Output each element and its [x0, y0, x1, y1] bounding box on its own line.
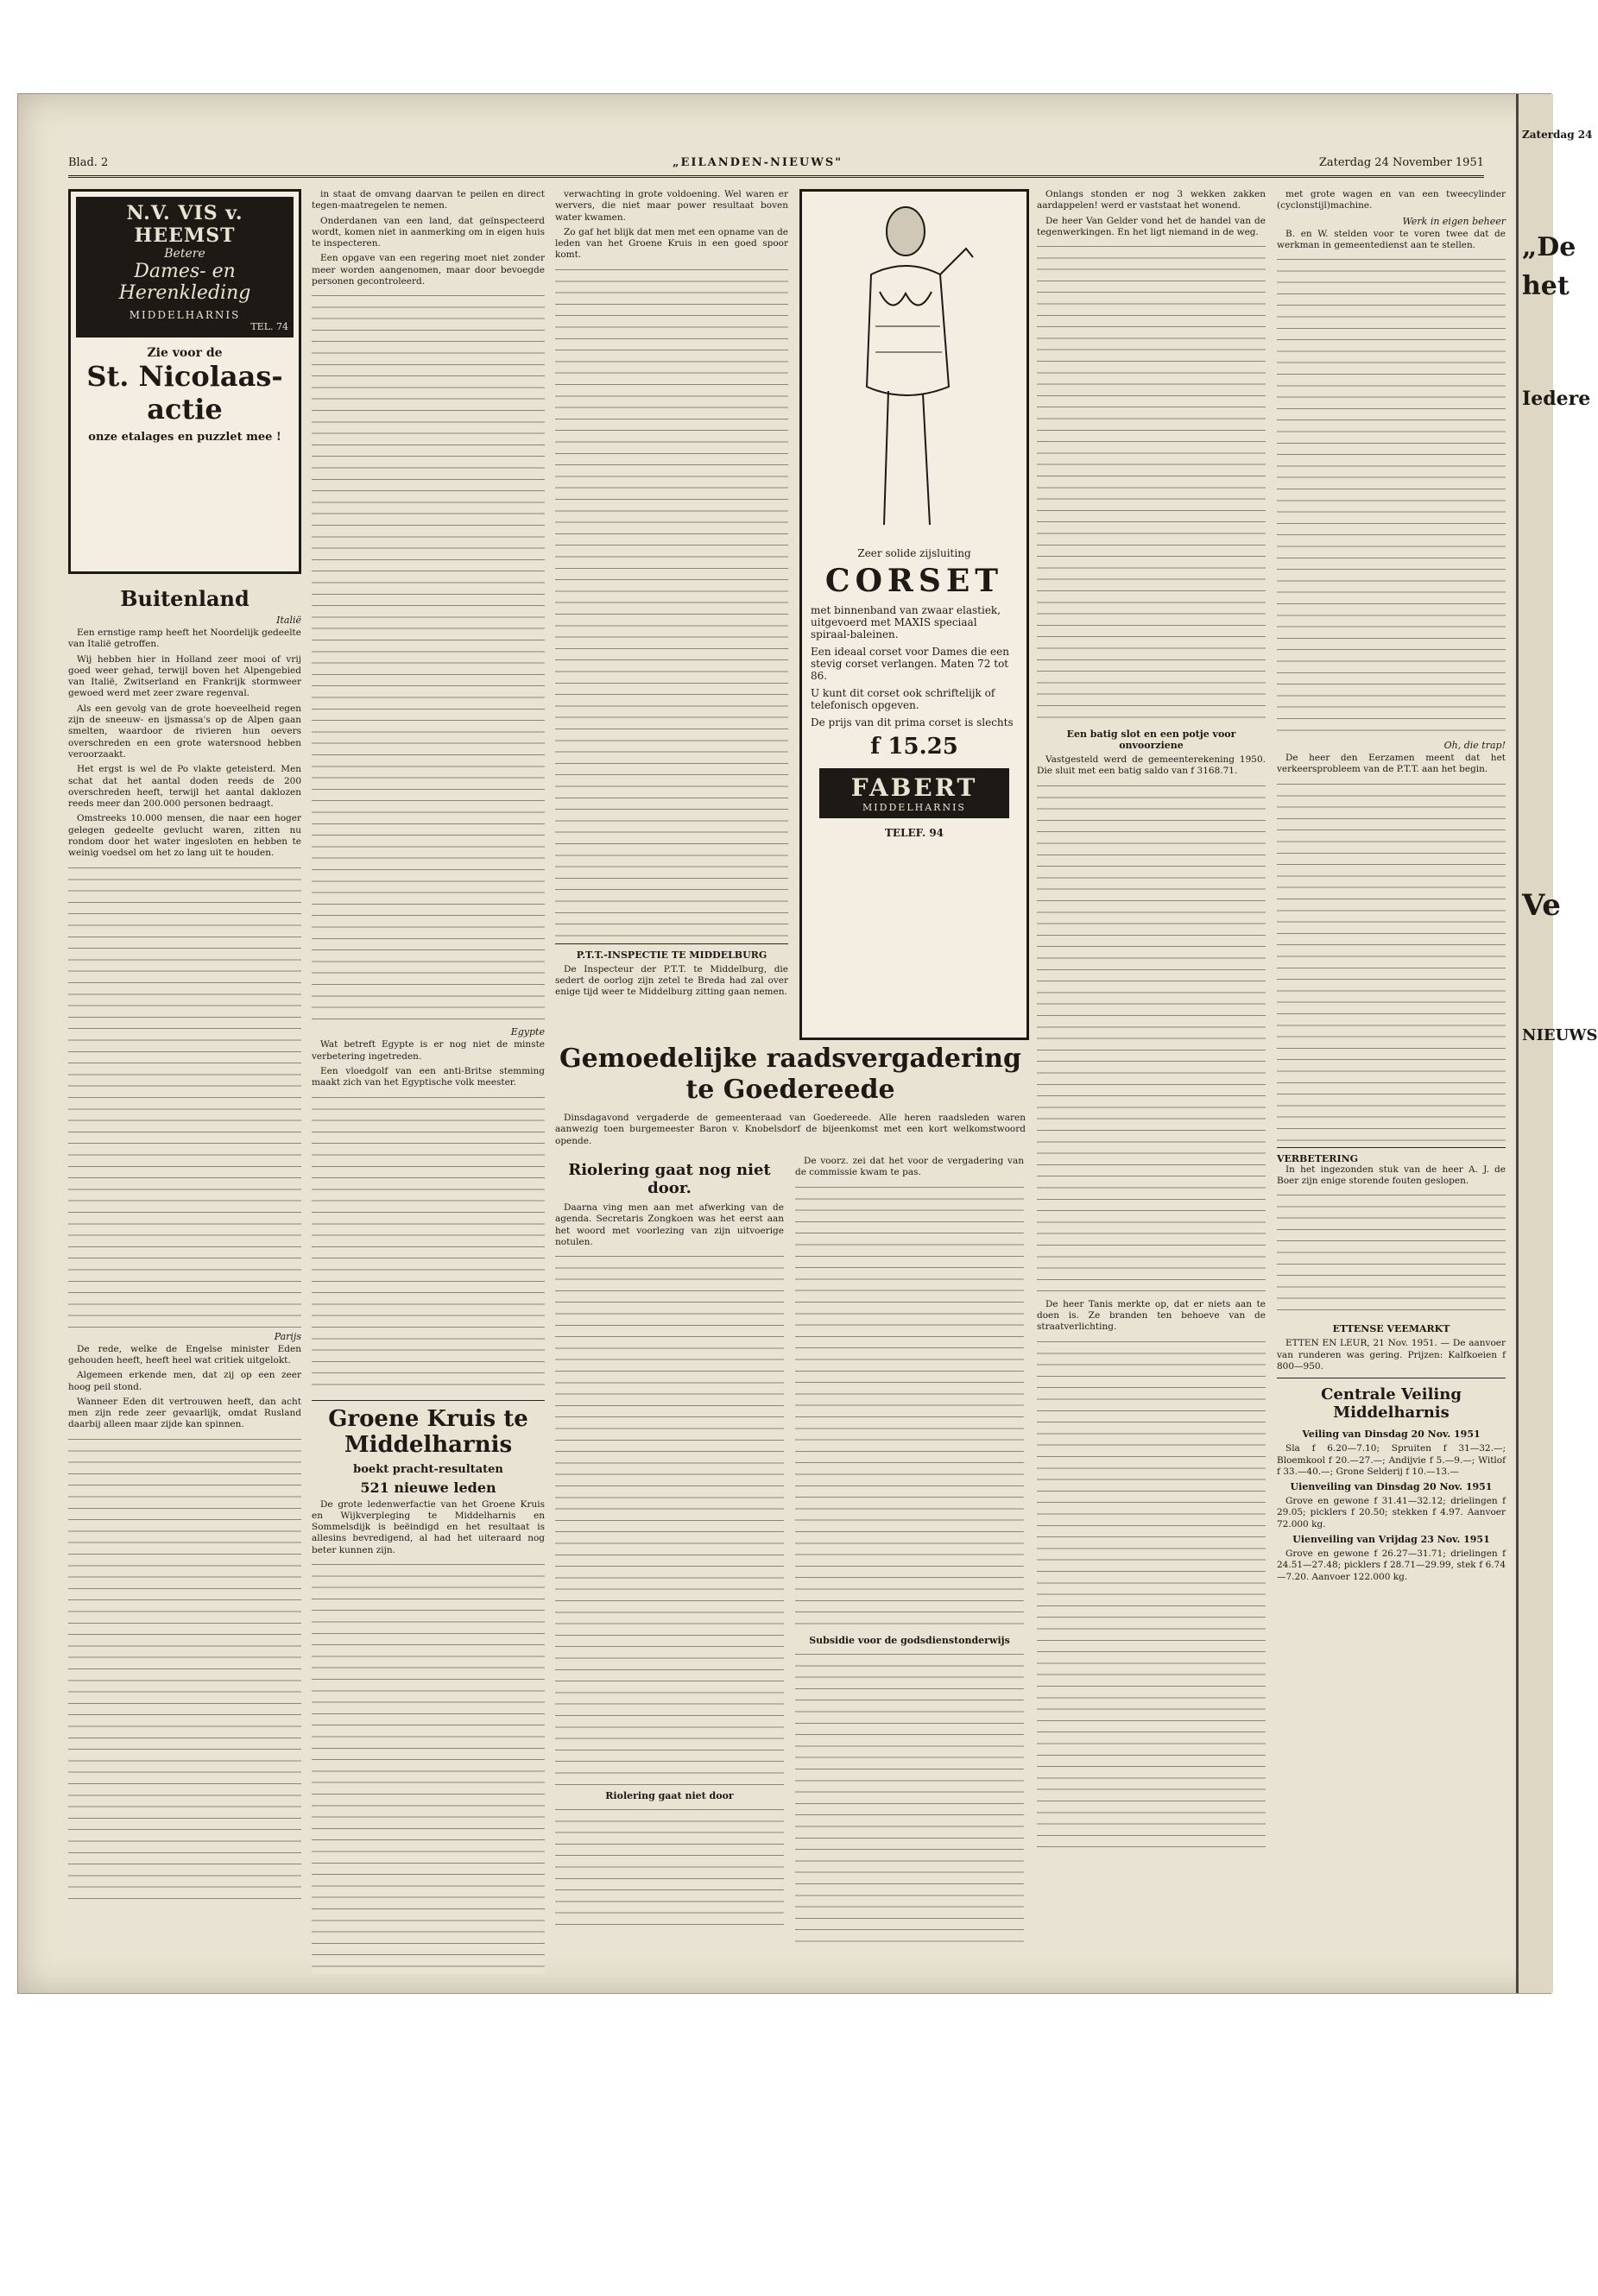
article-paragraph: ETTEN EN LEUR, 21 Nov. 1951. — De aanvoer van runderen was gering. Prijzen: Kalfkoeien f 800—950. [1277, 1338, 1506, 1372]
divider [555, 943, 788, 944]
subhead-ettense-veemarkt: ETTENSE VEEMARKT [1332, 1323, 1450, 1335]
raad-column-b [795, 1156, 1024, 1967]
adjacent-page-headline-2: het [1522, 271, 1570, 301]
text-block [555, 265, 788, 938]
ad-fabert-price-label: De prijs van dit prima corset is slechts [811, 716, 1014, 729]
subhead-italie: Italië [276, 615, 301, 626]
ad-line-2: Dames- en [134, 261, 236, 282]
text-block [555, 1805, 784, 1926]
ad-line-3: Herenkleding [118, 282, 251, 304]
subhead-werk-eigen-beheer: Werk in eigen beheer [1402, 215, 1506, 227]
subhead-verbetering: VERBETERING [1277, 1152, 1359, 1164]
ad-action-1: St. Nicolaas- [86, 360, 283, 393]
ad-tel: TEL. 74 [250, 321, 288, 332]
adjacent-page-text: Iedere [1522, 388, 1591, 410]
article-paragraph: In het ingezonden stuk van de heer A. J. de Boer zijn enige storende fouten geslopen. [1277, 1164, 1506, 1187]
article-paragraph: met grote wagen en van een tweecylinder (cyclonstijl)machine. [1277, 189, 1506, 211]
column-3 [555, 189, 788, 1052]
adjacent-page-headline: „De [1522, 232, 1576, 262]
divider [312, 1400, 545, 1401]
article-paragraph: Zo gaf het blijk dat men met een opname van de leden van het Groene Kruis in een goed spoor komt. [555, 226, 788, 261]
headline-groene-count: 521 nieuwe leden [360, 1479, 496, 1496]
veiling-prices-3: Grove en gewone f 26.27—31.71; drielingen f 24.51—27.48; picklers f 28.71—29.99, stek f 6.74—7.20. Aanvoer 122.000 kg. [1277, 1549, 1506, 1582]
article-paragraph: De heer Tanis merkte op, dat er niets aan te doen is. Ze branden ten behoeve van de straatverlichting. [1037, 1298, 1266, 1333]
raad-subhead-2: Riolering gaat niet door [605, 1790, 734, 1802]
ad-fabert-brand: FABERT [850, 773, 978, 802]
article-paragraph: Het ergst is wel de Po vlakte geteisterd. Men schat dat het aantal doden reeds de 200 overschreden heeft, terwijl het aantal daklozen reeds meer dan 200.000 personen bedraagt. [68, 764, 301, 810]
text-block [555, 1252, 784, 1787]
veiling-head-3: Uienveiling van Vrijdag 23 Nov. 1951 [1292, 1534, 1490, 1546]
subhead-egypte: Egypte [510, 1026, 545, 1038]
raad-subhead-1: Riolering gaat nog niet door. [568, 1161, 771, 1197]
article-paragraph: verwachting in grote voldoening. Wel waren er wervers, die niet maar power resultaat boven water kwamen. [555, 189, 788, 223]
column-2 [312, 189, 545, 1967]
headline-groene-kruis: Groene Kruis te Middelharnis [328, 1405, 528, 1458]
text-block [1277, 255, 1506, 738]
article-paragraph: Een ernstige ramp heeft het Noordelijk gedeelte van Italië getroffen. [68, 628, 301, 650]
text-block [1037, 1337, 1266, 1855]
text-block [68, 863, 301, 1329]
divider [1277, 1147, 1506, 1148]
ad-line-1: Betere [164, 247, 205, 261]
raad-headline-2: te Goedereede [685, 1075, 895, 1105]
ad-pre: Zie voor de [147, 346, 223, 360]
article-paragraph: Als een gevolg van de grote hoeveelheid regen zijn de sneeuw- en ijsmassa's op de Alpen gaan smelten, waardoor de rivieren hun oevers overschreden en een grote watersnood hebben veroorzaakt. [68, 703, 301, 760]
raad-headline-1: Gemoedelijke raadsvergadering [559, 1044, 1021, 1074]
headline-groene-sub: boekt pracht-resultaten [353, 1462, 503, 1476]
ad-fabert-line1: Zeer solide zijsluiting [857, 547, 971, 559]
column-1 [68, 189, 301, 1967]
adjacent-page-banner: NIEUWS [1522, 1026, 1598, 1044]
text-block [68, 1435, 301, 1901]
article-paragraph: De rede, welke de Engelse minister Eden gehouden heeft, heeft heel wat critiek uitgelokt. [68, 1343, 301, 1366]
ad-fabert-product: CORSET [824, 563, 1004, 599]
ad-town: MIDDELHARNIS [129, 309, 241, 321]
text-block [795, 1649, 1024, 1943]
article-paragraph: Algemeen erkende men, dat zij op een zeer hoog peil stond. [68, 1370, 301, 1392]
subhead-oh-die-trap: Oh, die trap! [1443, 740, 1506, 752]
text-block [1037, 781, 1266, 1299]
issue-date: Zaterdag 24 November 1951 [1318, 156, 1484, 169]
raad-subhead-3: Subsidie voor de godsdienstonderwijs [809, 1634, 1010, 1646]
adjacent-page-ad: Ve [1522, 888, 1561, 923]
article-paragraph: De voorz. zei dat het voor de vergadering van de commissie kwam te pas. [795, 1156, 1024, 1178]
visheemst-logo [76, 197, 294, 337]
article-paragraph: Wat betreft Egypte is er nog niet de minste verbetering ingetreden. [312, 1039, 545, 1062]
corset-illustration [837, 197, 992, 542]
ad-fabert-town: MIDDELHARNIS [862, 802, 966, 813]
ad-brand: N.V. VIS v. HEEMST [126, 202, 243, 247]
text-block [795, 1183, 1024, 1631]
raad-article [555, 1044, 1026, 1151]
article-paragraph: De heer den Eerzamen meent dat het verkeersprobleem van de P.T.T. aan het begin. [1277, 753, 1506, 775]
article-paragraph: Omstreeks 10.000 mensen, die naar een hoger gelegen gedeelte gevlucht waren, zitten nu rondom door het water ingesloten en hebben te weinig voedsel om het zo lang uit te houden. [68, 813, 301, 859]
newspaper-page [17, 93, 1598, 1994]
article-paragraph: De heer Van Gelder vond het de handel van de tegenwerkingen. En het ligt niemand in de weg. [1037, 215, 1266, 237]
text-block [312, 1560, 545, 1974]
raad-intro: Dinsdagavond vergaderde de gemeenteraad van Goedereede. Alle heren raadsleden waren aanwezig toen burgemeester Baron v. Knobelsdorf de bijeenkomst met een kort welkomstwoord opende. [555, 1113, 1026, 1146]
text-block [312, 291, 545, 1025]
raad-column-a [555, 1156, 784, 1967]
text-block [1277, 1190, 1506, 1320]
column-7 [1277, 189, 1506, 1967]
article-paragraph: B. en W. stelden voor te voren twee dat de werkman in gemeentedienst aan te stellen. [1277, 228, 1506, 250]
article-paragraph: Onderdanen van een land, dat geïnspecteerd wordt, komen niet in aanmerking om in eigen huis te inspecteren. [312, 215, 545, 249]
article-paragraph: De grote ledenwerfactie van het Groene Kruis en Wijkverpleging te Middelharnis en Sommelsdijk is beëindigd en het resultaat is allesins bevredigend, al had het uiteraard nog beter kunnen zijn. [312, 1498, 545, 1555]
ad-fabert-desc1: met binnenband van zwaar elastiek, uitgevoerd met MAXIS speciaal spiraal-baleinen. [811, 604, 1001, 640]
ad-fabert-desc2: Een ideaal corset voor Dames die een stevig corset verlangen. Maten 72 tot 86. [811, 646, 1009, 682]
adjacent-page-edge [1516, 94, 1598, 1993]
ad-fabert-desc3: U kunt dit corset ook schriftelijk of telefonisch opgeven. [811, 687, 995, 711]
adjacent-page-date: Zaterdag 24 [1522, 129, 1593, 141]
veiling-prices-2: Grove en gewone f 31.41—32.12; drielingen f 29.05; picklers f 20.50; stekken f 4.97. Aanvoer 72.000 kg. [1277, 1496, 1506, 1530]
text-block [1037, 242, 1266, 725]
article-paragraph: Wij hebben hier in Holland zeer mooi of vrij goed weer gehad, terwijl boven het Alpengebied van Italië, Zwitserland en Frankrijk stormweer gewoed werd met zeer zware regenval. [68, 653, 301, 699]
text-block [1277, 779, 1506, 1142]
subhead-parijs: Parijs [274, 1330, 301, 1342]
headline-veiling: Centrale Veiling Middelharnis [1321, 1385, 1462, 1422]
article-paragraph: Vastgesteld werd de gemeenterekening 1950. Die sluit met een batig saldo van f 3168.71. [1037, 754, 1266, 777]
article-paragraph: Daarna ving men aan met afwerking van de agenda. Secretaris Zongkoen was het eerst aan het woord met voorlezing van zijn uitvoerige notulen. [555, 1202, 784, 1247]
article-paragraph: Onlangs stonden er nog 3 wekken zakken aardappelen! werd er vaststaat het wonend. [1037, 189, 1266, 211]
article-paragraph: in staat de omvang daarvan te peilen en direct tegen-maatregelen te nemen. [312, 189, 545, 211]
article-paragraph: Een opgave van een regering moet niet zonder meer worden aangenomen, maar door bevoegde personen gecontroleerd. [312, 253, 545, 287]
column-6 [1037, 189, 1266, 1967]
ad-fabert [799, 189, 1029, 1040]
article-paragraph: De Inspecteur der P.T.T. te Middelburg, die sedert de oorlog zijn zetel te Breda had zal over enige tijd weer te Middelburg zitting gaan nemen. [555, 963, 788, 998]
text-block [312, 1093, 545, 1395]
veiling-head-1: Veiling van Dinsdag 20 Nov. 1951 [1302, 1429, 1481, 1441]
subhead-batig-slot: Een batig slot en een potje voor onvoorziene [1066, 729, 1236, 752]
fabert-logo [819, 768, 1009, 818]
headline-ptt: P.T.T.-INSPECTIE TE MIDDELBURG [576, 949, 767, 961]
veiling-prices-1: Sla f 6.20—7.10; Spruiten f 31—32.—; Bloemkool f 20.—27.—; Andijvie f 5.—9.—; Witlof f 33.—40.—; Grone Selderij f 10.—13.— [1277, 1443, 1506, 1477]
ad-visheemst [68, 189, 301, 574]
ad-action-2: actie [147, 393, 223, 426]
ad-fabert-price: f 15.25 [870, 734, 958, 760]
section-title-buitenland: Buitenland [120, 586, 249, 611]
ad-post: onze etalages en puzzlet mee ! [88, 431, 281, 444]
page-number: Blad. 2 [68, 156, 109, 169]
veiling-head-2: Uienveiling van Dinsdag 20 Nov. 1951 [1290, 1481, 1493, 1493]
newspaper-title: „EILANDEN-NIEUWS" [673, 156, 843, 169]
article-paragraph: Wanneer Eden dit vertrouwen heeft, dan acht men zijn rede zeer gevaarlijk, omdat Rusland daarbij alleen maar zijde kan spinnen. [68, 1396, 301, 1430]
article-paragraph: Een vloedgolf van een anti-Britse stemming maakt zich van het Egyptische volk meester. [312, 1065, 545, 1088]
page-header [68, 153, 1484, 178]
ad-fabert-tel: TELEF. 94 [884, 827, 944, 839]
